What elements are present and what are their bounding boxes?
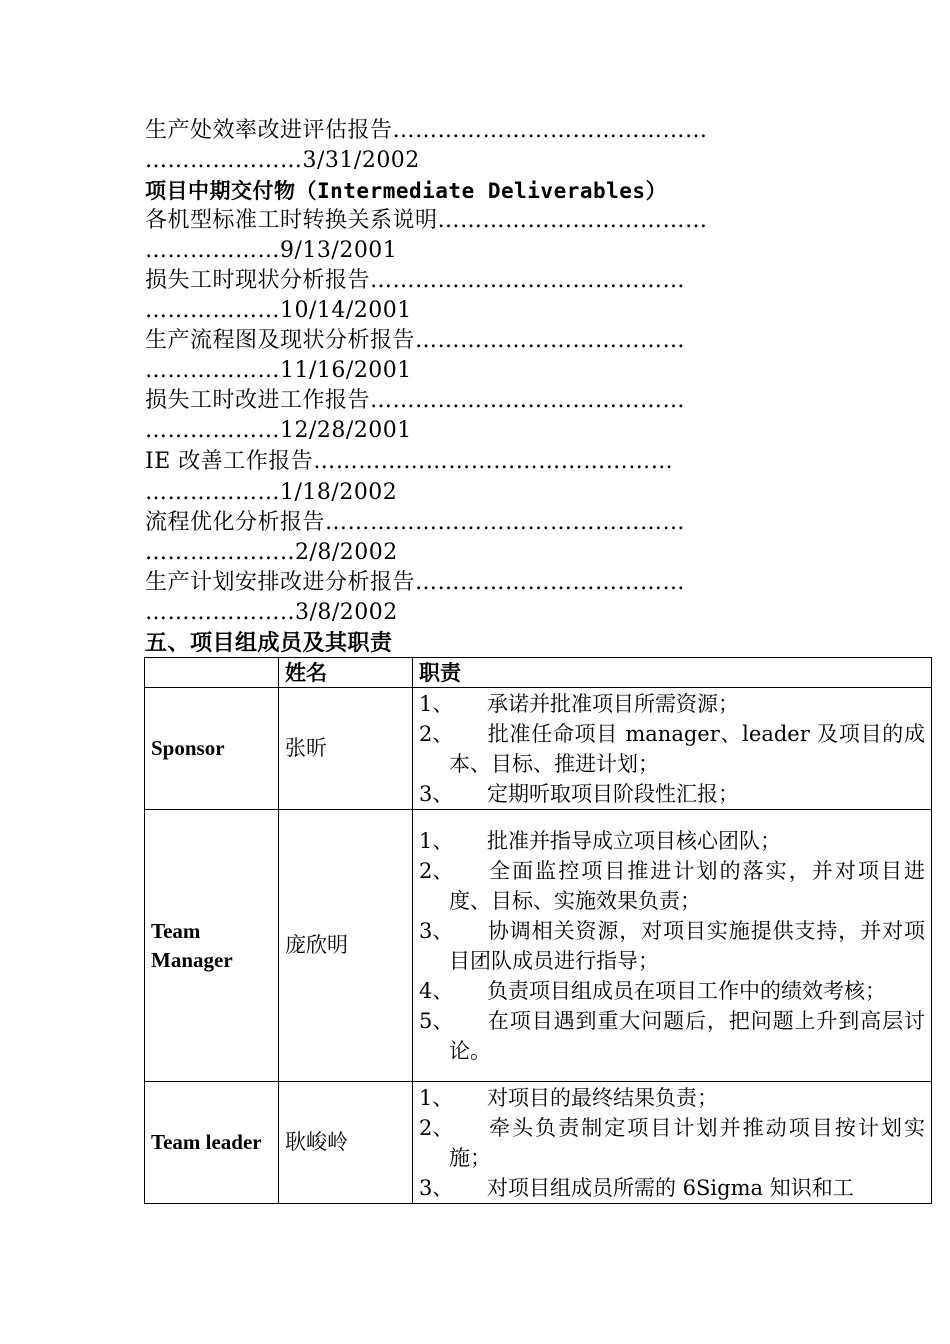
duty-item	[419, 856, 925, 916]
deliverable-line: IE 改善工作报告…………………………………………	[145, 449, 674, 474]
duty-number: 5、	[419, 1008, 454, 1033]
duty-text: 协调相关资源，对项目实施提供支持，并对项目团队成员进行指导；	[449, 918, 925, 973]
duty-item	[419, 779, 925, 809]
deliverable-line: 各机型标准工时转换关系说明………………………………	[145, 208, 708, 233]
deliverable-line: 生产流程图及现状分析报告………………………………	[145, 328, 686, 353]
table-header-row	[145, 658, 932, 688]
duty-number: 2、	[419, 721, 454, 746]
deliverable-date-line: ………………10/14/2001	[145, 298, 412, 323]
deliverable-line: 生产处效率改进评估报告……………………………………	[145, 118, 708, 143]
duty-item	[419, 1083, 925, 1113]
name-cell: 耿峻岭	[279, 1082, 413, 1204]
duties-cell	[413, 1082, 932, 1204]
header-cell-duties: 职责	[413, 658, 932, 688]
deliverable-date-line: ………………9/13/2001	[145, 238, 398, 263]
duty-text: 在项目遇到重大问题后，把问题上升到高层讨论。	[449, 1008, 925, 1063]
duty-number: 2、	[419, 1115, 454, 1140]
duty-number: 2、	[419, 858, 454, 883]
duty-text: 对项目组成员所需的 6Sigma 知识和工	[487, 1175, 854, 1200]
table-row	[145, 810, 932, 1082]
duty-item	[419, 976, 925, 1006]
duty-text: 牵头负责制定项目计划并推动项目按计划实施；	[449, 1115, 925, 1170]
duty-number: 4、	[419, 978, 454, 1003]
table-row	[145, 688, 932, 810]
duty-number: 3、	[419, 1175, 454, 1200]
deliverable-date-line: …………………3/31/2002	[145, 148, 420, 173]
duty-text: 定期听取项目阶段性汇报；	[487, 781, 739, 806]
deliverable-line: 流程优化分析报告…………………………………………	[145, 510, 686, 535]
duty-text: 批准并指导成立项目核心团队；	[487, 828, 781, 853]
duty-number: 1、	[419, 691, 454, 716]
role-cell: Sponsor	[145, 688, 279, 810]
duties-cell	[413, 810, 932, 1082]
duty-number: 3、	[419, 781, 454, 806]
team-roles-table	[144, 657, 932, 1204]
duty-list	[419, 826, 925, 1066]
duty-text: 全面监控项目推进计划的落实，并对项目进度、目标、实施效果负责；	[449, 858, 925, 913]
deliverable-line: 生产计划安排改进分析报告………………………………	[145, 570, 686, 595]
deliverable-date-line: ………………11/16/2001	[145, 358, 412, 383]
role-cell: Team Manager	[145, 810, 279, 1082]
duty-list	[419, 689, 925, 809]
duty-item	[419, 689, 925, 719]
duty-item	[419, 826, 925, 856]
duties-cell	[413, 688, 932, 810]
deliverable-date-line: ………………..3/8/2002	[145, 600, 398, 625]
role-cell: Team leader	[145, 1082, 279, 1204]
duty-text: 负责项目组成员在项目工作中的绩效考核；	[487, 978, 886, 1003]
duty-item	[419, 916, 925, 976]
duty-item	[419, 1113, 925, 1173]
intermediate-deliverables-heading: 项目中期交付物（Intermediate Deliverables）	[145, 179, 668, 203]
name-cell: 张昕	[279, 688, 413, 810]
duty-item	[419, 719, 925, 779]
header-cell-name: 姓名	[279, 658, 413, 688]
duty-number: 1、	[419, 1085, 454, 1110]
section-title: 五、项目组成员及其职责	[145, 630, 393, 656]
duty-text: 批准任命项目 manager、leader 及项目的成本、目标、推进计划；	[449, 721, 925, 776]
duty-number: 3、	[419, 918, 454, 943]
table-row	[145, 1082, 932, 1204]
deliverable-line: 损失工时改进工作报告……………………………………	[145, 388, 686, 413]
duty-item	[419, 1173, 925, 1203]
duty-list	[419, 1083, 925, 1203]
deliverable-date-line: ………………..2/8/2002	[145, 540, 398, 565]
duty-text: 对项目的最终结果负责；	[487, 1085, 718, 1110]
duty-item	[419, 1006, 925, 1066]
duty-number: 1、	[419, 828, 454, 853]
deliverable-line: 损失工时现状分析报告……………………………………	[145, 268, 686, 293]
deliverable-date-line: ………………12/28/2001	[145, 418, 412, 443]
duty-text: 承诺并批准项目所需资源；	[487, 691, 739, 716]
deliverable-date-line: ………………1/18/2002	[145, 480, 398, 505]
name-cell: 庞欣明	[279, 810, 413, 1082]
header-cell-role	[145, 658, 279, 688]
